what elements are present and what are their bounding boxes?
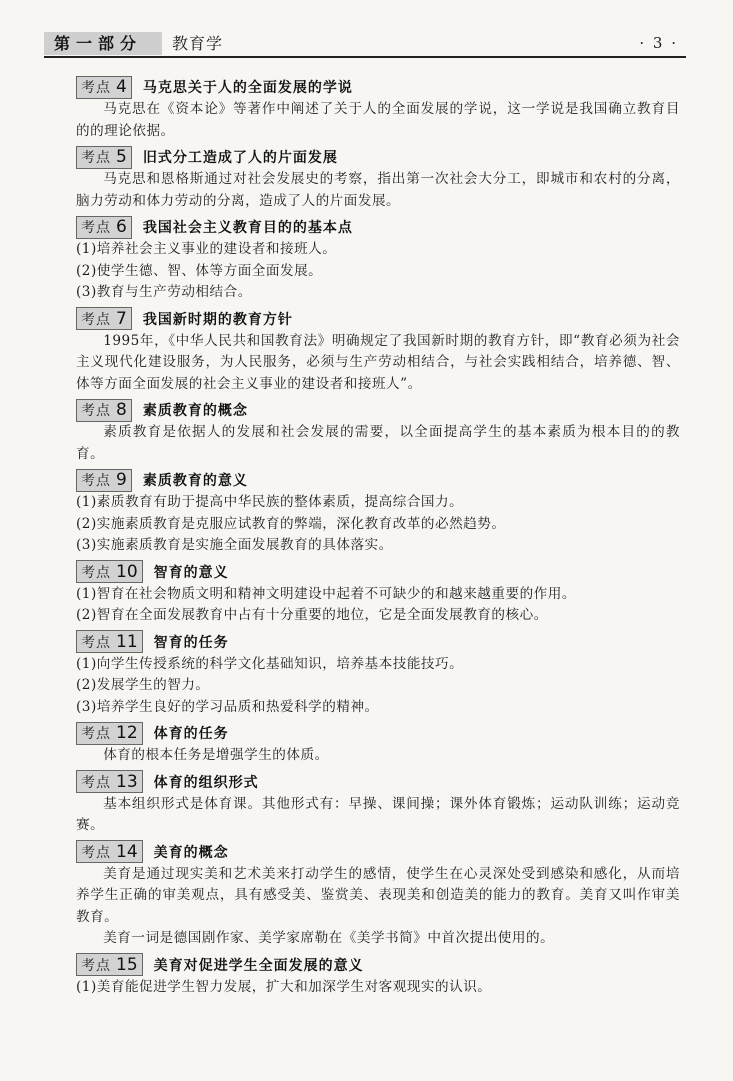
section-title: 智育的意义: [153, 564, 229, 581]
section-title: 体育的任务: [153, 726, 229, 742]
badge-label: 考点: [81, 774, 111, 791]
section-title: 美育的概念: [153, 844, 229, 861]
badge-label: 考点: [81, 150, 111, 166]
list-item: (1)素质教育有助于提高中华民族的整体素质，提高综合国力。: [76, 494, 464, 510]
badge-label: 考点: [81, 220, 111, 236]
page-number: · 3 ·: [639, 34, 678, 52]
kaodian-badge: [76, 630, 143, 653]
badge-label: 考点: [81, 726, 111, 742]
body-paragraph: 马克思在《资本论》等著作中阐述了关于人的全面发展的学说，这一学说是我国确立教育目的的理论依据。: [76, 101, 680, 139]
badge-label: 考点: [81, 634, 111, 651]
badge-number: 15: [116, 954, 138, 975]
section-heading: [76, 215, 680, 239]
badge-label: 考点: [81, 403, 111, 419]
badge-number: 4: [116, 77, 127, 97]
kaodian-badge: [76, 953, 143, 976]
header-rule: [44, 56, 686, 58]
badge-number: 13: [116, 771, 138, 792]
subject-label: 教育学: [172, 34, 224, 53]
body-paragraph: 素质教育是依据人的发展和社会发展的需要，以全面提高学生的基本素质为根本目的的教育。: [76, 424, 680, 462]
badge-number: 14: [116, 841, 138, 862]
section-title: 素质教育的概念: [142, 403, 248, 419]
list-item: (1)美育能促进学生智力发展，扩大和加深学生对客观现实的认识。: [76, 978, 492, 995]
badge-label: 考点: [81, 844, 111, 861]
section-title: 美育对促进学生全面发展的意义: [153, 957, 364, 974]
badge-number: 7: [116, 308, 127, 329]
badge-label: 考点: [81, 80, 111, 96]
list-item: (3)教育与生产劳动相结合。: [76, 284, 252, 300]
kaodian-badge: [76, 146, 132, 169]
badge-label: 考点: [81, 311, 111, 328]
list-item: (1)向学生传授系统的科学文化基础知识，培养基本技能技巧。: [76, 655, 464, 672]
body-paragraph: 美育是通过现实美和艺术美来打动学生的感情，使学生在心灵深处受到感染和感化，从而培养学生正确的审美观点，具有感受美、鉴赏美、表现美和创造美的能力的教育。美育又叫作审美教育。: [76, 865, 680, 925]
section-heading: [76, 145, 680, 169]
section-title: 马克思关于人的全面发展的学说: [142, 80, 353, 96]
badge-number: 8: [116, 400, 127, 420]
section-heading: [76, 560, 680, 584]
list-item: (1)培养社会主义事业的建设者和接班人。: [76, 241, 337, 257]
badge-number: 9: [116, 470, 127, 490]
badge-label: 考点: [81, 473, 111, 489]
list-item: (2)使学生德、智、体等方面全面发展。: [76, 262, 323, 279]
section-heading: [76, 630, 680, 654]
badge-number: 10: [116, 561, 138, 582]
kaodian-badge: [76, 76, 132, 99]
badge-number: 12: [116, 723, 138, 743]
kaodian-badge: [76, 840, 143, 863]
body-paragraph: 基本组织形式是体育课。其他形式有：早操、课间操；课外体育锻炼；运动队训练；运动竞赛。: [76, 795, 680, 833]
badge-label: 考点: [81, 957, 111, 974]
kaodian-badge: [76, 399, 132, 422]
list-item: (2)智育在全面发展教育中占有十分重要的地位，它是全面发展教育的核心。: [76, 607, 548, 623]
kaodian-badge: [76, 307, 132, 330]
badge-label: 考点: [81, 564, 111, 581]
badge-number: 6: [116, 217, 127, 237]
body-paragraph: 美育一词是德国剧作家、美学家席勒在《美学书简》中首次提出使用的。: [103, 930, 555, 946]
body-paragraph: 体育的根本任务是增强学生的体质。: [103, 747, 329, 763]
section-title: 我国社会主义教育目的的基本点: [142, 220, 353, 236]
kaodian-badge: [76, 469, 132, 492]
kaodian-badge: [76, 770, 143, 793]
kaodian-badge: [76, 722, 143, 745]
list-item: (2)发展学生的智力。: [76, 677, 210, 693]
section-title: 旧式分工造成了人的片面发展: [142, 150, 338, 166]
section-title: 素质教育的意义: [142, 473, 248, 489]
part-label: 第一部分: [44, 32, 162, 55]
list-item: (2)实施素质教育是克服应试教育的弊端，深化教育改革的必然趋势。: [76, 515, 506, 532]
kaodian-badge: [76, 560, 143, 583]
section-heading: [76, 953, 680, 977]
section-heading: [76, 770, 680, 794]
section-title: 智育的任务: [153, 634, 229, 651]
kaodian-badge: [76, 216, 132, 239]
list-item: (3)培养学生良好的学习品质和热爱科学的精神。: [76, 698, 379, 715]
section-heading: [76, 75, 680, 99]
section-title: 体育的组织形式: [153, 774, 259, 791]
section-heading: [76, 468, 680, 492]
page-content: [76, 72, 680, 998]
section-heading: [76, 840, 680, 864]
section-heading: [76, 398, 680, 422]
badge-number: 5: [116, 147, 127, 167]
section-heading: [76, 307, 680, 331]
section-heading: [76, 721, 680, 745]
body-paragraph: 马克思和恩格斯通过对社会发展史的考察，指出第一次社会大分工，即城市和农村的分离，脑力劳动和体力劳动的分离，造成了人的片面发展。: [76, 171, 680, 209]
page-header: [44, 32, 686, 56]
badge-number: 11: [116, 631, 138, 652]
list-item: (1)智育在社会物质文明和精神文明建设中起着不可缺少的和越来越重要的作用。: [76, 585, 576, 602]
list-item: (3)实施素质教育是实施全面发展教育的具体落实。: [76, 537, 393, 553]
body-paragraph: 1995年，《中华人民共和国教育法》明确规定了我国新时期的教育方针，即“教育必须为社会主义现代化建设服务，为人民服务，必须与生产劳动相结合，与社会实践相结合，培养德、智、体等方面全面发展的社会主义事业的建设者和接班人”。: [76, 332, 680, 392]
section-title: 我国新时期的教育方针: [142, 311, 293, 328]
